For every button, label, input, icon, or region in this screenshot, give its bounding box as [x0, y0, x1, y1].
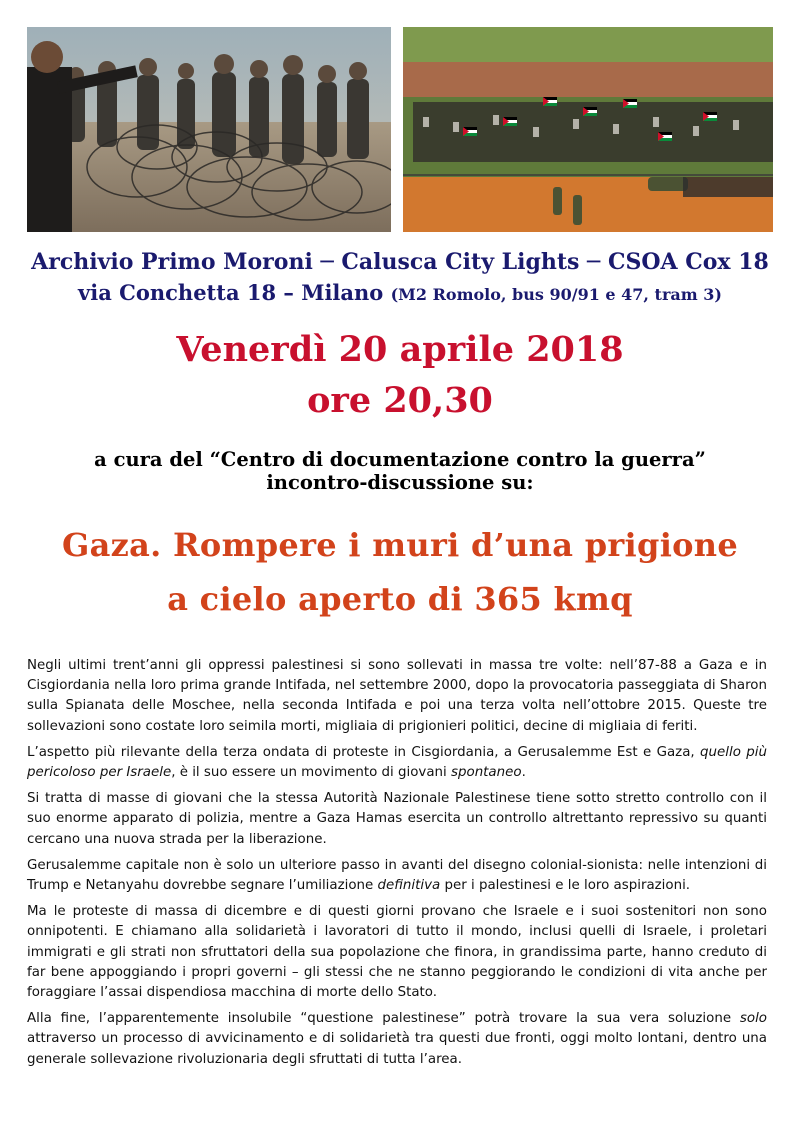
- paragraph-5: Ma le proteste di massa di dicembre e di questi giorni provano che Israele e i suoi sostenitori non sono onnipotenti. E chiamano alla solidarietà i lavoratori di tutto il mondo, inclusi quelli di Israele, i proletari immigrati e gli strati non sfruttatori della sua popolazione che finora, in grandissima parte, hanno creduto di far bene appoggiando i propri governi – gli stessi che ne stanno peggiorando le condizioni di vita anche per foraggiare l’assai dispendiosa macchina di morte dello Stato.: [27, 904, 767, 1001]
- paragraph-3: Si tratta di masse di giovani che la stessa Autorità Nazionale Palestinese tiene sotto stretto controllo con il suo enorme apparato di polizia, mentre a Gaza Hamas esercita un controllo altrettanto repressivo su quanti cercano una nuova strada per la liberazione.: [27, 791, 767, 847]
- event-date: Venerdì 20 aprile 2018: [176, 329, 624, 370]
- organizer-credit: a cura del “Centro di documentazione contro la guerra”: [94, 448, 706, 471]
- venue-address: [0, 280, 800, 305]
- paragraph-2: L’aspetto più rilevante della terza ondata di proteste in Cisgiordania, a Gerusalemme Est e Gaza, quello più pericoloso per Israele, è il suo essere un movimento di giovani spontaneo.: [27, 744, 767, 781]
- event-title-line-2: a cielo aperto di 365 kmq: [167, 580, 633, 618]
- event-title-line-1: Gaza. Rompere i muri d’una prigione: [61, 526, 739, 564]
- paragraph-6: Alla fine, l’apparentemente insolubile “questione palestinese” potrà trovare la sua vera soluzione solo attraverso un processo di avvicinamento e di solidarietà tra questi due fronti, oggi molto lontani, dentro una generale sollevazione rivoluzionaria degli sfruttati di tutta l’area.: [27, 1011, 767, 1067]
- venue-transit-note: (M2 Romolo, bus 90/91 e 47, tram 3): [390, 285, 722, 304]
- protest-photo-barbed-wire: [27, 27, 391, 232]
- body-text: [27, 656, 767, 1076]
- protest-photo-flags-field: [403, 27, 773, 232]
- event-time: ore 20,30: [307, 380, 493, 421]
- paragraph-1: Negli ultimi trent’anni gli oppressi palestinesi si sono sollevati in massa tre volte: nell’87-88 a Gaza e in Cisgiordania nella loro prima grande Intifada, nel settembre 2000, dopo la provocatoria passeggiata di Sharon sulla Spianata delle Moschee, nella seconda Intifada e poi una terza volta nell’ottobre 2015. Queste tre sollevazioni sono costate loro seimila morti, migliaia di prigionieri politici, decine di migliaia di feriti.: [27, 658, 767, 734]
- venue-names: Archivio Primo Moroni ─ Calusca City Lights ─ CSOA Cox 18: [31, 249, 769, 275]
- paragraph-4: Gerusalemme capitale non è solo un ulteriore passo in avanti del disegno colonial-sionista: nelle intenzioni di Trump e Netanyahu dovrebbe segnare l’umiliazione definitiva per i palestinesi e le loro aspirazioni.: [27, 857, 767, 894]
- event-format: incontro-discussione su:: [266, 471, 534, 494]
- venue-street: via Conchetta 18 – Milano: [78, 280, 384, 305]
